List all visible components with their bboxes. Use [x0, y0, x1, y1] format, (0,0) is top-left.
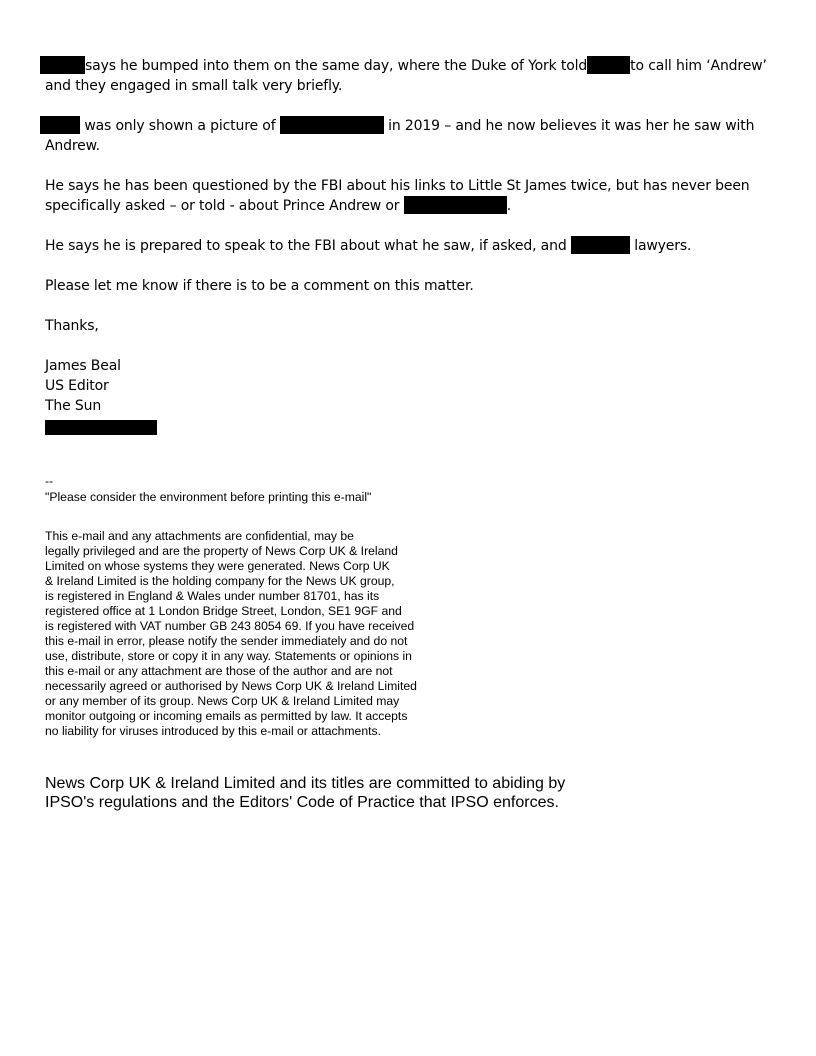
redaction-block — [40, 56, 85, 74]
disclaimer-line: is registered with VAT number GB 243 8054 69. If you have received — [45, 619, 415, 633]
redaction-block — [404, 196, 507, 214]
disclaimer-line: necessarily agreed or authorised by News Corp UK & Ireland Limited — [45, 679, 417, 693]
paragraph-fbi-questioned — [45, 176, 785, 216]
paragraph-text: says he bumped into them on the same day, where the Duke of York told — [85, 58, 588, 74]
paragraph-picture — [45, 116, 785, 156]
paragraph-prepared-to-speak — [45, 236, 785, 256]
disclaimer-line: is registered in England & Wales under number 81701, has its — [45, 589, 380, 603]
redaction-block — [571, 236, 630, 254]
redaction-block — [587, 56, 630, 74]
disclaimer-line: legally privileged and are the property of News Corp UK & Ireland — [45, 544, 398, 558]
signature-block — [45, 356, 157, 440]
paragraph-text: to call him ‘Andrew’ and they engaged in small talk very briefly. — [45, 58, 767, 94]
disclaimer-line: no liability for viruses introduced by this e-mail or attachments. — [45, 724, 381, 738]
ipso-line: IPSO's regulations and the Editors' Code of Practice that IPSO enforces. — [45, 794, 559, 811]
paragraph-bumped-into — [45, 56, 785, 96]
disclaimer-line: & Ireland Limited is the holding company for the News UK group, — [45, 574, 395, 588]
disclaimer-line: or any member of its group. News Corp UK & Ireland Limited may — [45, 694, 400, 708]
signature-name: James Beal — [45, 358, 121, 374]
disclaimer-line: registered office at 1 London Bridge Street, London, SE1 9GF and — [45, 604, 402, 618]
confidentiality-disclaimer — [45, 529, 465, 739]
signature-role: US Editor — [45, 378, 109, 394]
ipso-line: News Corp UK & Ireland Limited and its titles are committed to abiding by — [45, 775, 566, 792]
disclaimer-line: This e-mail and any attachments are confidential, may be — [45, 529, 354, 543]
paragraph-text: . — [506, 198, 512, 214]
closing-thanks: Thanks, — [45, 318, 99, 334]
paragraph-text: He says he is prepared to speak to the FBI about what he saw, if asked, and — [45, 238, 567, 254]
paragraph-text: He says he has been questioned by the FBI about his links to Little St James twice, but has never been specifically asked – or told - about Prince Andrew or — [45, 178, 750, 214]
signature-redacted-contact — [45, 416, 157, 440]
paragraph-text: was only shown a picture of — [84, 118, 276, 134]
disclaimer-line: monitor outgoing or incoming emails as permitted by law. It accepts — [45, 709, 408, 723]
environment-note: "Please consider the environment before printing this e-mail" — [45, 490, 372, 504]
paragraph-comment-request: Please let me know if there is to be a comment on this matter. — [45, 278, 474, 294]
paragraph-text: in 2019 – and he now believes it was her he saw with Andrew. — [45, 118, 755, 154]
disclaimer-line: Limited on whose systems they were generated. News Corp UK — [45, 559, 390, 573]
disclaimer-line: use, distribute, store or copy it in any way. Statements or opinions in — [45, 649, 412, 663]
paragraph-text: lawyers. — [634, 238, 692, 254]
ipso-statement — [45, 774, 565, 812]
disclaimer-line: this e-mail in error, please notify the sender immediately and do not — [45, 634, 408, 648]
redaction-block — [280, 116, 384, 134]
footer-separator: -- — [45, 474, 54, 488]
disclaimer-line: this e-mail or any attachment are those of the author and are not — [45, 664, 393, 678]
redaction-block — [45, 420, 157, 435]
redaction-block — [40, 116, 80, 134]
signature-org: The Sun — [45, 398, 102, 414]
